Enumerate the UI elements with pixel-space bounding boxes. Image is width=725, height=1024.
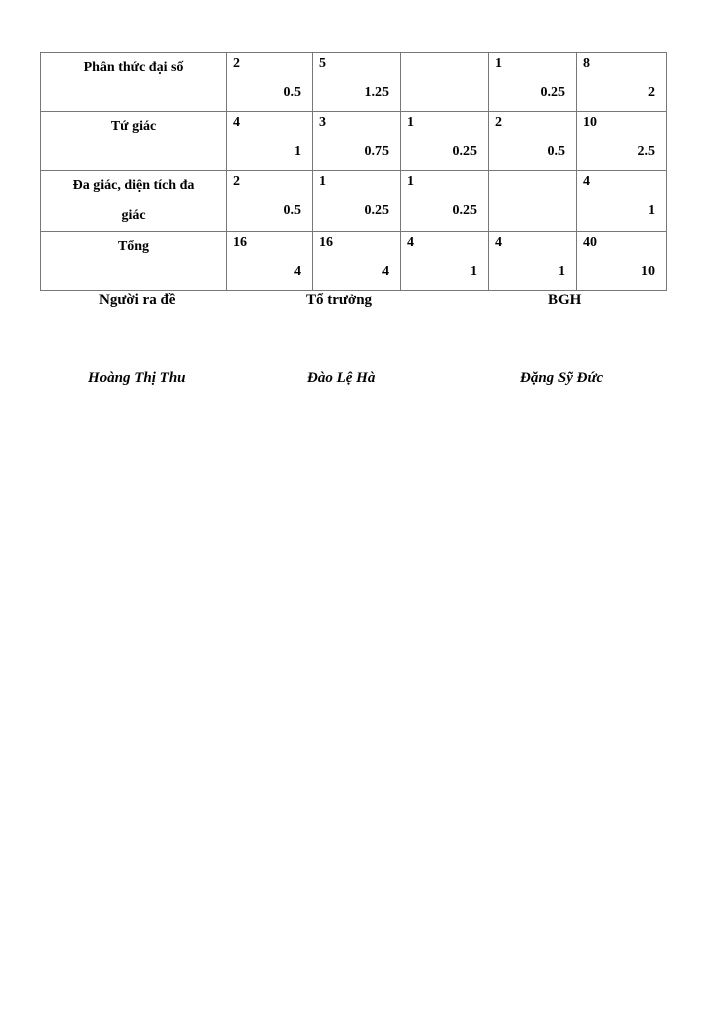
question-count: 16 <box>319 235 333 250</box>
matrix-cell <box>313 171 401 232</box>
point-value: 0.25 <box>452 144 477 159</box>
point-value: 10 <box>641 264 655 279</box>
matrix-cell <box>401 171 489 232</box>
matrix-cell <box>489 112 577 171</box>
question-count: 5 <box>319 56 326 71</box>
point-value: 1 <box>558 264 565 279</box>
topic-label: Tứ giác <box>110 119 157 134</box>
question-count: 4 <box>407 235 414 250</box>
question-count: 4 <box>583 174 590 189</box>
point-value: 1 <box>294 144 301 159</box>
role-board: BGH <box>548 292 582 308</box>
question-count: 2 <box>233 56 240 71</box>
topic-label: Phân thức đại số <box>83 60 184 75</box>
matrix-cell <box>489 232 577 291</box>
matrix-cell <box>227 112 313 171</box>
question-count: 2 <box>233 174 240 189</box>
point-value: 0.25 <box>540 85 565 100</box>
topic-label: Tổng <box>117 239 150 254</box>
name-head: Đào Lệ Hà <box>307 370 376 386</box>
question-count: 4 <box>495 235 502 250</box>
table-row <box>41 112 667 171</box>
topic-cell <box>41 171 227 232</box>
matrix-cell <box>489 53 577 112</box>
role-head: Tổ trưởng <box>306 292 373 308</box>
point-value: 0.5 <box>547 144 565 159</box>
question-count: 40 <box>583 235 597 250</box>
matrix-cell <box>313 112 401 171</box>
question-count: 4 <box>233 115 240 130</box>
point-value: 0.25 <box>364 203 389 218</box>
point-value: 0.5 <box>283 203 301 218</box>
table-row <box>41 53 667 112</box>
question-count: 8 <box>583 56 590 71</box>
point-value: 1 <box>470 264 477 279</box>
matrix-cell <box>227 232 313 291</box>
point-value: 4 <box>294 264 301 279</box>
matrix-cell <box>577 112 667 171</box>
matrix-cell <box>401 112 489 171</box>
table-row <box>41 171 667 232</box>
matrix-cell <box>489 171 577 232</box>
topic-label: Đa giác, diện tích đa <box>72 178 195 193</box>
topic-cell <box>41 112 227 171</box>
name-board: Đặng Sỹ Đức <box>520 370 604 386</box>
point-value: 2.5 <box>637 144 655 159</box>
point-value: 0.25 <box>452 203 477 218</box>
score-matrix-table <box>40 52 667 291</box>
question-count: 1 <box>495 56 502 71</box>
matrix-cell <box>313 53 401 112</box>
name-author: Hoàng Thị Thu <box>88 370 186 386</box>
matrix-cell <box>227 53 313 112</box>
matrix-cell <box>577 53 667 112</box>
question-count: 16 <box>233 235 247 250</box>
role-author: Người ra đề <box>99 292 176 308</box>
question-count: 10 <box>583 115 597 130</box>
matrix-cell <box>401 232 489 291</box>
matrix-cell <box>313 232 401 291</box>
point-value: 1 <box>648 203 655 218</box>
question-count: 1 <box>407 115 414 130</box>
topic-cell <box>41 232 227 291</box>
question-count: 3 <box>319 115 326 130</box>
point-value: 0.75 <box>364 144 389 159</box>
point-value: 4 <box>382 264 389 279</box>
matrix-cell <box>401 53 489 112</box>
matrix-cell <box>577 232 667 291</box>
question-count: 2 <box>495 115 502 130</box>
matrix-cell <box>577 171 667 232</box>
point-value: 2 <box>648 85 655 100</box>
topic-cell <box>41 53 227 112</box>
point-value: 1.25 <box>364 85 389 100</box>
question-count: 1 <box>407 174 414 189</box>
question-count: 1 <box>319 174 326 189</box>
table-row-total <box>41 232 667 291</box>
matrix-cell <box>227 171 313 232</box>
point-value: 0.5 <box>283 85 301 100</box>
topic-label-continued: giác <box>121 208 146 223</box>
